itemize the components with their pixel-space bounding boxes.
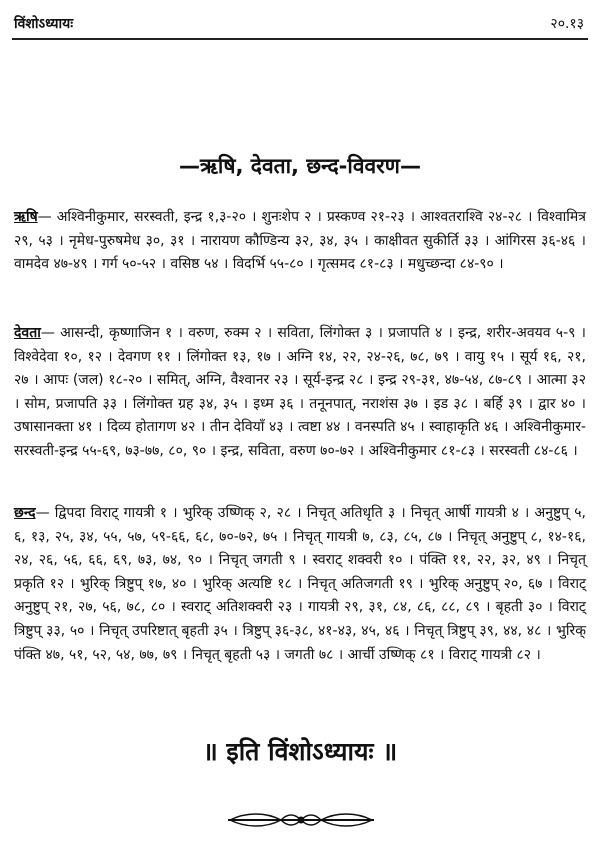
devata-section (14, 322, 586, 464)
chapter-name: विंशोऽध्यायः (14, 16, 74, 32)
decorative-flourish-icon (226, 808, 376, 832)
section-title: —ऋषि, देवता, छन्द-विवरण— (179, 154, 421, 178)
header-divider (12, 38, 588, 40)
devata-text: — आसन्दी, कृष्णाजिन १ । वरुण, रुक्म २ । सविता, लिंगोक्त ३ । प्रजापति ४ । इन्द्र, शरीर-अवयव ५-९ । विश्वेदेवा १०, १२ । देवगण ११ । लिंगोक्त १३, १७ । अग्नि १४, २२, २४-२६, ७८, ७९ । वायु १५ । सूर्य १६, २१, २७ । आपः (जल) १८-२० । समित्, अग्नि, वैश्वानर २३ । सूर्य-इन्द्र २८ । इन्द्र २९-३१, ४७-५४, ८७-८९ । आत्मा ३२ । सोम, प्रजापति ३३ । लिंगोक्त ग्रह ३४, ३५ । इध्म ३६ । तनूनपात्, नराशंस ३७ । इड ३८ । बर्हि ३९ । द्वार ४० । उषासानक्ता ४१ । दिव्य होतागण ४२ । तीन देवियाँ ४३ । त्वष्टा ४४ । वनस्पति ४५ । स्वाहाकृति ४६ । अश्विनीकुमार-सरस्वती-इन्द्र ५५-६९, ७३-७७, ८०, ९० । इन्द्र, सविता, वरुण ७०-७२ । अश्विनीकुमार ८१-८३ । सरस्वती ८४-८६ । (14, 325, 586, 459)
chapter-closing: ॥ इति विंशोऽध्यायः ॥ (202, 737, 398, 766)
chhanda-label: छन्द (14, 505, 36, 521)
rishi-text: — अश्विनीकुमार, सरस्वती, इन्द्र १,३-२० । शुनःशेप २ । प्रस्कण्व २१-२३ । आश्वतराश्वि २४-२८ । विश्वामित्र २९, ५३ । नृमेध-पुरुषमेध ३०, ३१ । नारायण कौण्डिन्य ३२, ३४, ३५ । काक्षीवत सुकीर्ति ३३ । आंगिरस ३६-४६ । वामदेव ४७-४९ । गर्ग ५०-५२ । वसिष्ठ ५४ । विदर्भि ५५-८० । गृत्समद ८१-८३ । मधुच्छन्दा ८४-९० । (14, 209, 586, 273)
rishi-section (14, 206, 586, 277)
rishi-label: ऋषि (14, 209, 38, 225)
chhanda-section (14, 502, 586, 667)
chhanda-text: — द्विपदा विराट् गायत्री १ । भुरिक् उष्णिक् २, २८ । निचृत् अतिधृति ३ । निचृत् आर्षी गायत्री ४ । अनुष्टुप् ५, ६, १३, २५, ३४, ५५, ५७, ५९-६६, ६८, ७०-७२, ७५ । निचृत् गायत्री ७, ८३, ८५, ८७ । निचृत् अनुष्टुप् ८, १४-१६, २४, २६, ५६, ६६, ६९, ७३, ७४, ९० । निचृत् जगती ९ । स्वराट् शक्वरी १० । पंक्ति ११, २२, ३२, ४९ । निचृत् प्रकृति १२ । भुरिक् त्रिष्टुप् १७, ४० । भुरिक् अत्यष्टि १८ । निचृत् अतिजगती १९ । भुरिक् अनुष्टुप् २०, ६७ । विराट् अनुष्टुप् २१, २७, ५६, ७८, ८० । स्वराट् अतिशक्वरी २३ । गायत्री २९, ३१, ८४, ८६, ८८, ८९ । बृहती ३० । विराट् त्रिष्टुप् ३३, ५० । निचृत् उपरिष्टात् बृहती ३५ । त्रिष्टुप् ३६-३८, ४१-४३, ४५, ४६ । निचृत् त्रिष्टुप् ३९, ४४, ४८ । भुरिक् पंक्ति ४७, ५१, ५२, ५४, ७७, ७९ । निचृत् बृहती ५३ । जगती ७८ । आर्ची उष्णिक् ८१ । विराट् गायत्री ८२ । (14, 505, 586, 663)
page-number: २०.१३ (550, 16, 584, 32)
devata-label: देवता (14, 325, 41, 341)
